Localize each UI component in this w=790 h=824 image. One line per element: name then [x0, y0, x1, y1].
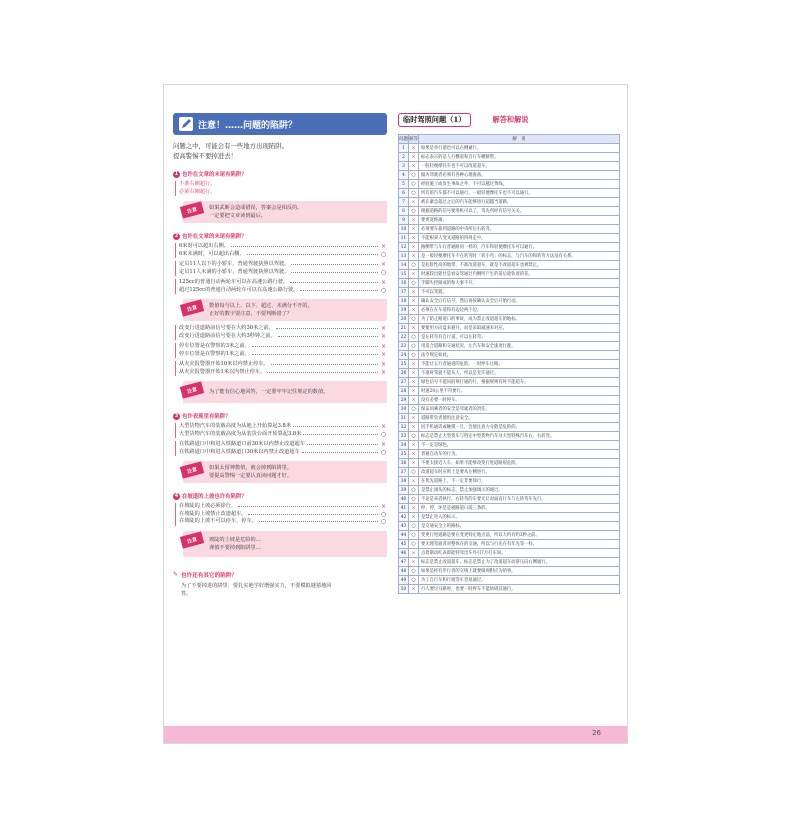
table-row: [399, 468, 620, 477]
question-set-title: 临时驾照问题（1）: [398, 113, 471, 127]
table-row: [399, 162, 620, 171]
table-row: [399, 396, 620, 405]
question-number: 43: [399, 522, 409, 531]
caution-tag: 注意: [180, 531, 204, 548]
table-row: [399, 585, 620, 594]
explanation: 被在紧急超过之后的汽车能够进行超越当道路。: [419, 198, 620, 207]
answer-mark: ×: [409, 396, 419, 405]
answer-mark: ×: [409, 477, 419, 486]
answer-mark: ×: [409, 423, 419, 432]
explanation: 标志是禁止大型货车与特定中型货物汽车及大型特殊汽车右、右转弯。: [419, 432, 620, 441]
question-number: 10: [399, 225, 409, 234]
answer-mark: ×: [409, 414, 419, 423]
explanation: 法令规定如此。: [419, 351, 620, 360]
example-line: 6米未满时，可以超出右侧。 ○: [179, 250, 387, 258]
caution-note: 注意 如果太留神数值，就会掉到陷阱里。 要提高警惕一定要认真读问题才好。: [183, 461, 387, 483]
question-number: 25: [399, 360, 409, 369]
question-number: 8: [399, 207, 409, 216]
answer-mark: ○: [409, 207, 419, 216]
question-number: 24: [399, 351, 409, 360]
page-footer: [164, 726, 627, 743]
example-line: 必须右侧超行。: [179, 188, 216, 195]
section-number: 1: [174, 171, 179, 177]
explanation: 做为驾驶者必须有各种心理准备。: [419, 171, 620, 180]
question-number: 32: [399, 423, 409, 432]
example-line: 停车位置是在警察的1米之前。 ×: [179, 350, 387, 358]
question-number: 34: [399, 441, 409, 450]
question-number: 47: [399, 558, 409, 567]
notice-banner: [173, 113, 387, 135]
intro-text: 问题之中，可能会有一些地方出现陷阱。 提高警惕不要掉进去！: [173, 142, 289, 160]
example-line: 125cc的普通自动两轮车可以在高速公路行驶。 ×: [179, 279, 387, 286]
explanation: 是危险性高的地带，不准改道超车，就是不改道超车也被禁止。: [419, 261, 620, 270]
answer-mark: ×: [409, 225, 419, 234]
question-number: 46: [399, 549, 409, 558]
example-line: 定员11人未满的小轿车，普通驾驶执照以驾驶。 ○: [179, 268, 387, 276]
answer-mark: ○: [409, 315, 419, 324]
caution-note: 注意 为了能有信心地回答，一定要牢牢记住规定的数值。: [183, 381, 387, 403]
table-row: [399, 558, 620, 567]
question-number: 5: [399, 180, 409, 189]
answer-mark: ×: [409, 270, 419, 279]
table-row: [399, 342, 620, 351]
answer-mark: ×: [409, 234, 419, 243]
table-row: [399, 540, 620, 549]
table-row: [399, 180, 620, 189]
table-row: [399, 144, 620, 153]
answer-mark: ×: [409, 162, 419, 171]
explanation: 要使用方向盘来避开，而是采取减速来对应。: [419, 324, 620, 333]
answer-mark: ○: [409, 540, 419, 549]
answer-table: 问题 解答 解 说 1 × 如果是单行道也可以右侧通行。 2 × 标志表示的是人行横道和自行车横断带。 3 × 一般轻便摩托车也不可以改道超车。 4 ○ 做为驾驶者必须有各种心理准备。 5 ○ 经验施工或发生事故之外，不可以越过黄线。 6 ○ 所有的汽车都不可以通行，一般轻便摩托车也不可以通行。 7 × 被在紧急超过之后的汽车能够进行超越当道路。 8 ○ 根据道路的信号要进机可以了，驾先所经有信号关关。 9 × 要更宽距离。 10 × 必须要车靠到道路的中央所后右转弯。 11 × 不能根拿人变叉道路的四周走中。 12 × 路侧带与车行普通路同一样的，汽车和轻便摩托车可以通行。 13 × 是一般轻便摩托车不在转弯时「转小弯」的标志，与汽车的和转弯方法没有关系。 14 ○ 是危险性高的地带，不准改道超车，就是不改道超车也被禁止。 15 × 时速较出轮社是看安驾通过内侧所产生的前后轮轨迹的差。 16 ○ 手脚失控做成的和大事不开。 17 × 不可以驾驶。 18 × 确认安全后打信号，然后再按确认安全后开始行动。 19 × 必须在在车道和有边边两个边。 20 ○ 为了防止路道口的事故，成为禁止改道超车的地标。 21 × 要使用方向盘来避开，而是采取减速来对应。 22 ○ 是左转弯有自行道，可以左转弯。 23 ○ 用适合道路和交通状况，左汽车和安全速度行驶。 24 ○ 法令规定如此。 25 × 不能让五行者通道的危险，一时停车让路。 26 × 不准时驾驶不能从人，所以是允许通过。 27 × 绿色信号不能问的规行通的行，根据规则有时不能超车。 28 × 时速20公里不符要行。 29 × 没有必要一时停车。 30 ○ 保证同乘者的安全是驾驶者的责任。 31 × 道路带负责使用注意安全。 32 × 因手机通话或触摸一旦，会使注意力分散是危险的。 33 ○ 标志是禁止大型货车与特定中型货物汽车及大型特殊汽车右、右转弯。 34 × 不一定是绿色。 35 × 普通自动车的行为。 36 × 不要太接近人车，如果不能够改变行进道路很危险。 37 ○ 改道超车时应则上是要从左侧进行。 38 × 在优先道路上，不一定非要徐行。 39 ○ 是禁止调头的标志，禁止加强调示的通过。 40 ○ 不论是来者执行，右转弯的车要无让对面直行车与左转弯车先行。 41 × 停、停、环是是驶路道口前三条的。 42 × 是禁止进入的标示。 43 ○ 是交通安全上的路标。 44 ○ 变更行进道路是要在变更特定地点前，所以大约有约3秒之前。 45 ○ 要无理驾驶者对整体在的交通，所以与行先在有年先等一样。 46 × 点着制动红表即能特驾出车外引7月打车间。 47 × 标志是禁止改道超车，标志是禁止为了改道超车而挤压向右侧通行。 48 ○ 如果是经有步行者的交统上就要做规附应为的事。 49 ○ 为了自行车和行驶等车容易通过。 50 × 行人要过马路时，也要一时停车不能妨碍其通行。: [398, 134, 620, 594]
table-row: [399, 531, 620, 540]
explanation: 经验施工或发生事故之外，不可以越过黄线。: [419, 180, 620, 189]
question-number: 14: [399, 261, 409, 270]
answer-mark: ×: [409, 558, 419, 567]
answer-mark: ×: [409, 585, 419, 594]
question-number: 30: [399, 405, 409, 414]
explanation: 如果是经有步行者的交统上就要做规附应为的事。: [419, 567, 620, 576]
answer-mark: ×: [409, 288, 419, 297]
answer-mark: ○: [409, 171, 419, 180]
question-number: 16: [399, 279, 409, 288]
left-column: [173, 113, 387, 598]
question-number: 11: [399, 234, 409, 243]
example-group: [175, 181, 387, 196]
answer-mark: ○: [409, 486, 419, 495]
document-page: [163, 84, 628, 744]
explanation: 为了自行车和行驶等车容易通过。: [419, 576, 620, 585]
example-group: [175, 261, 387, 276]
caution-tag: 注意: [180, 461, 204, 478]
table-row: [399, 477, 620, 486]
caution-tag: 注意: [180, 299, 204, 316]
example-group: [175, 361, 387, 376]
explanation: 不论是来者执行，右转弯的车要无让对面直行车与左转弯车先行。: [419, 495, 620, 504]
table-row: [399, 189, 620, 198]
table-row: [399, 360, 620, 369]
explanation: 是禁止调头的标志，禁止加强调示的通过。: [419, 486, 620, 495]
example-group: [175, 325, 387, 340]
answer-mark: ×: [409, 387, 419, 396]
answer-mark: ○: [409, 333, 419, 342]
question-number: 26: [399, 369, 409, 378]
question-number: 48: [399, 567, 409, 576]
question-number: 4: [399, 171, 409, 180]
table-row: [399, 225, 620, 234]
table-row: [399, 288, 620, 297]
explanation: 因手机通话或触摸一旦，会使注意力分散是危险的。: [419, 423, 620, 432]
answer-mark: ×: [409, 324, 419, 333]
table-row: [399, 171, 620, 180]
question-number: 38: [399, 477, 409, 486]
table-row: [399, 270, 620, 279]
answer-mark: ×: [409, 369, 419, 378]
explanation: 用适合道路和交通状况，左汽车和安全速度行驶。: [419, 342, 620, 351]
explanation: 保证同乘者的安全是驾驶者的责任。: [419, 405, 620, 414]
question-number: 44: [399, 531, 409, 540]
table-row: [399, 315, 620, 324]
explanation: 路侧带与车行普通路同一样的，汽车和轻便摩托车可以通行。: [419, 243, 620, 252]
question-number: 36: [399, 459, 409, 468]
question-number: 40: [399, 495, 409, 504]
pencil-icon: [179, 117, 193, 131]
explanation: 标志表示的是人行横道和自行车横断带。: [419, 153, 620, 162]
answer-mark: ○: [409, 495, 419, 504]
section-number: 4: [174, 493, 179, 499]
table-row: [399, 306, 620, 315]
explanation: 道路带负责使用注意安全。: [419, 414, 620, 423]
answer-mark: ○: [409, 576, 419, 585]
question-number: 13: [399, 252, 409, 261]
example-line: 停车位置是在警察的3米之前。 ×: [179, 343, 387, 350]
answer-mark: ×: [409, 441, 419, 450]
answer-mark: ○: [409, 432, 419, 441]
explanation: 是交通安全上的路标。: [419, 522, 620, 531]
explanation: 点着制动红表即能特驾出车外引7月打车间。: [419, 549, 620, 558]
answer-header: [398, 112, 620, 128]
example-group: [175, 441, 387, 456]
answer-mark: ×: [409, 450, 419, 459]
table-row: [399, 459, 620, 468]
answer-mark: ×: [409, 459, 419, 468]
explanation: 停、停、环是是驶路道口前三条的。: [419, 504, 620, 513]
example-line: 在坡陡的上坡必须徐行。 ×: [179, 503, 387, 510]
answer-mark: ○: [409, 351, 419, 360]
question-number: 22: [399, 333, 409, 342]
table-row: [399, 486, 620, 495]
question-number: 15: [399, 270, 409, 279]
question-number: 37: [399, 468, 409, 477]
question-number: 31: [399, 414, 409, 423]
caution-tag: 注意: [180, 201, 204, 218]
explanation: 必须在在车道和有边边两个边。: [419, 306, 620, 315]
table-row: [399, 522, 620, 531]
table-row: [399, 333, 620, 342]
answer-mark: ×: [409, 144, 419, 153]
question-number: 45: [399, 540, 409, 549]
explanation: 普通自动车的行为。: [419, 450, 620, 459]
answer-mark: ×: [409, 378, 419, 387]
answer-mark: ×: [409, 243, 419, 252]
question-number: 33: [399, 432, 409, 441]
explanation: 根据道路的信号要进机可以了，驾先所经有信号关关。: [419, 207, 620, 216]
table-row: [399, 216, 620, 225]
question-number: 39: [399, 486, 409, 495]
example-group: [175, 243, 387, 258]
explanation: 行人要过马路时，也要一时停车不能妨碍其通行。: [419, 585, 620, 594]
question-number: 1: [399, 144, 409, 153]
table-row: [399, 378, 620, 387]
example-line: 不准右侧超行。: [179, 181, 216, 187]
explanation: 如果是单行道也可以右侧通行。: [419, 144, 620, 153]
example-line: 在坡陡的上坡不可以停车、停车。 ○: [179, 518, 387, 525]
example-group: [175, 279, 387, 294]
example-line: 从火灾报警器开始1米以内禁止停车。 ×: [179, 368, 387, 376]
answer-mark: ×: [409, 198, 419, 207]
answer-mark: ×: [409, 360, 419, 369]
example-group: [175, 343, 387, 358]
explanation: 改道超车时应则上是要从左侧进行。: [419, 468, 620, 477]
answer-mark: ○: [409, 279, 419, 288]
example-line: 大型货物汽车的装载高度为从装货台面开始算起3.8米 ○: [179, 430, 387, 438]
question-number: 49: [399, 576, 409, 585]
answer-mark: ○: [409, 468, 419, 477]
explanation: 为了防止路道口的事故，成为禁止改道超车的地标。: [419, 315, 620, 324]
extra-section-body: 为了不要掉进的阱里，要扎实地学好增强实力，不要模拟谜猜地回 答。: [181, 582, 332, 597]
table-row: [399, 441, 620, 450]
caution-tag: 注意: [180, 381, 204, 398]
section-number: 2: [174, 233, 179, 239]
caution-note: 注意 如果武断会造成错误，答案会是相反的。 一定要把文章读到最后。: [183, 201, 387, 223]
explanation: 绿色信号不能问的规行通的行，根据规则有时不能超车。: [419, 378, 620, 387]
section-title: 4 在坡道的上坡也许有陷阱？: [174, 493, 247, 500]
explanation: 时速较出轮社是看安驾通过内侧所产生的前后轮轨迹的差。: [419, 270, 620, 279]
table-row: [399, 261, 620, 270]
answer-mark: ×: [409, 504, 419, 513]
explanation: 时速20公里不符要行。: [419, 387, 620, 396]
explanation: 必须要车靠到道路的中央所后右转弯。: [419, 225, 620, 234]
answer-mark: ○: [409, 180, 419, 189]
right-column: [398, 112, 620, 594]
question-number: 41: [399, 504, 409, 513]
answer-mark: ○: [409, 342, 419, 351]
question-number: 21: [399, 324, 409, 333]
example-line: 改变行进道路前信号要在大约3秒钟之前。 ×: [179, 332, 387, 340]
example-line: 在铁路道口中和进入铁路道口30米以内禁止改道超车 ○: [179, 448, 387, 456]
question-number: 18: [399, 297, 409, 306]
question-number: 2: [399, 153, 409, 162]
question-number: 50: [399, 585, 409, 594]
section-title: 1 也许在文章的末尾有陷阱？: [174, 171, 247, 178]
question-number: 17: [399, 288, 409, 297]
table-row: [399, 414, 620, 423]
table-row: [399, 243, 620, 252]
explanation: 没有必要一时停车。: [419, 396, 620, 405]
answer-heading: 解答和解说: [492, 115, 529, 124]
question-number: 29: [399, 396, 409, 405]
table-row: [399, 432, 620, 441]
pen-icon: ✎: [173, 571, 179, 578]
table-row: [399, 351, 620, 360]
section-title: 3 也许表现里有陷阱？: [174, 413, 231, 420]
question-number: 27: [399, 378, 409, 387]
question-number: 7: [399, 198, 409, 207]
example-line: 超过125cc的普通自动两轮车可以在高速公路行驶。 ○: [179, 286, 387, 294]
table-row: [399, 405, 620, 414]
explanation: 要更宽距离。: [419, 216, 620, 225]
explanation: 所有的汽车都不可以通行，一般轻便摩托车也不可以通行。: [419, 189, 620, 198]
explanation: 标志是禁止改道超车，标志是禁止为了改道超车而挤压向右侧通行。: [419, 558, 620, 567]
question-number: 3: [399, 162, 409, 171]
example-line: 改变行进道路前信号要在大约30米之前。 ×: [179, 325, 387, 332]
explanation: 变更行进道路是要在变更特定地点前，所以大约有约3秒之前。: [419, 531, 620, 540]
question-number: 42: [399, 513, 409, 522]
answer-mark: ×: [409, 297, 419, 306]
example-line: 6米时可以超出右侧。 ×: [179, 243, 387, 250]
table-row: [399, 513, 620, 522]
table-row: [399, 567, 620, 576]
question-number: 20: [399, 315, 409, 324]
answer-mark: ○: [409, 189, 419, 198]
table-row: [399, 495, 620, 504]
explanation: 是一般轻便摩托车不在转弯时「转小弯」的标志，与汽车的和转弯方法没有关系。: [419, 252, 620, 261]
question-number: 9: [399, 216, 409, 225]
banner-title: 注意！……问题的陷阱？: [198, 120, 298, 131]
explanation: 是禁止进入的标示。: [419, 513, 620, 522]
answer-mark: ×: [409, 306, 419, 315]
explanation: 不要太接近人车，如果不能够改变行进道路很危险。: [419, 459, 620, 468]
section-number: 3: [174, 413, 179, 419]
answer-mark: ×: [409, 549, 419, 558]
section-title: 2 也许在文章的末尾有陷阱？: [174, 233, 247, 240]
table-row: [399, 198, 620, 207]
example-line: 在坡陡的上坡禁止改道超车。 ○: [179, 510, 387, 518]
answer-mark: ○: [409, 522, 419, 531]
example-group: [175, 503, 387, 526]
example-line: 定员11人以下的小轿车，普通驾驶执照以驾驶。 ×: [179, 261, 387, 268]
table-row: [399, 207, 620, 216]
explanation: 在优先道路上，不一定非要徐行。: [419, 477, 620, 486]
example-line: 大型货物汽车的装载高度为从地上开始算起3.8米 ×: [179, 423, 387, 430]
table-row: [399, 324, 620, 333]
table-row: [399, 279, 620, 288]
explanation: 不能根拿人变叉道路的四周走中。: [419, 234, 620, 243]
explanation: 不可以驾驶。: [419, 288, 620, 297]
table-row: [399, 549, 620, 558]
explanation: 不一定是绿色。: [419, 441, 620, 450]
question-number: 19: [399, 306, 409, 315]
extra-section-title: ✎ 也许还有其它的陷阱？: [173, 571, 237, 579]
question-number: 6: [399, 189, 409, 198]
table-row: [399, 234, 620, 243]
question-number: 28: [399, 387, 409, 396]
explanation: 是左转弯有自行道，可以左转弯。: [419, 333, 620, 342]
example-group: [175, 423, 387, 438]
answer-mark: ○: [409, 531, 419, 540]
explanation: 确认安全后打信号，然后再按确认安全后开始行动。: [419, 297, 620, 306]
answer-mark: ○: [409, 405, 419, 414]
explanation: 手脚失控做成的和大事不开。: [419, 279, 620, 288]
explanation: 一般轻便摩托车也不可以改道超车。: [419, 162, 620, 171]
table-row: [399, 387, 620, 396]
question-number: 12: [399, 243, 409, 252]
question-number: 35: [399, 450, 409, 459]
answer-mark: ×: [409, 216, 419, 225]
answer-mark: ○: [409, 567, 419, 576]
answer-mark: ×: [409, 153, 419, 162]
table-row: [399, 252, 620, 261]
page-number: 26: [592, 729, 601, 737]
answer-mark: ○: [409, 261, 419, 270]
table-row: [399, 504, 620, 513]
table-row: [399, 576, 620, 585]
answer-mark: ×: [409, 513, 419, 522]
caution-note: 注意 数值每与以上、以下、超过、未满分不开的。 正好的数字要注意，不要判断错了？: [183, 299, 387, 321]
question-number: 23: [399, 342, 409, 351]
example-line: 在铁路道口中和进入铁路道口前30米以内禁止改道超车 ×: [179, 441, 387, 448]
explanation: 不准时驾驶不能从人，所以是允许通过。: [419, 369, 620, 378]
table-row: [399, 297, 620, 306]
explanation: 要无理驾驶者对整体在的交通，所以与行先在有年先等一样。: [419, 540, 620, 549]
example-line: 从火灾报警器开始10米以内禁止停车。 ×: [179, 361, 387, 368]
answer-mark: ×: [409, 252, 419, 261]
caution-note: 注意 坡陡的上坡是危险的… 谨慎不要掉到陷阱里…: [183, 531, 387, 557]
explanation: 不能让五行者通道的危险，一时停车让路。: [419, 360, 620, 369]
table-row: [399, 450, 620, 459]
table-row: [399, 369, 620, 378]
table-row: [399, 153, 620, 162]
table-row: [399, 423, 620, 432]
